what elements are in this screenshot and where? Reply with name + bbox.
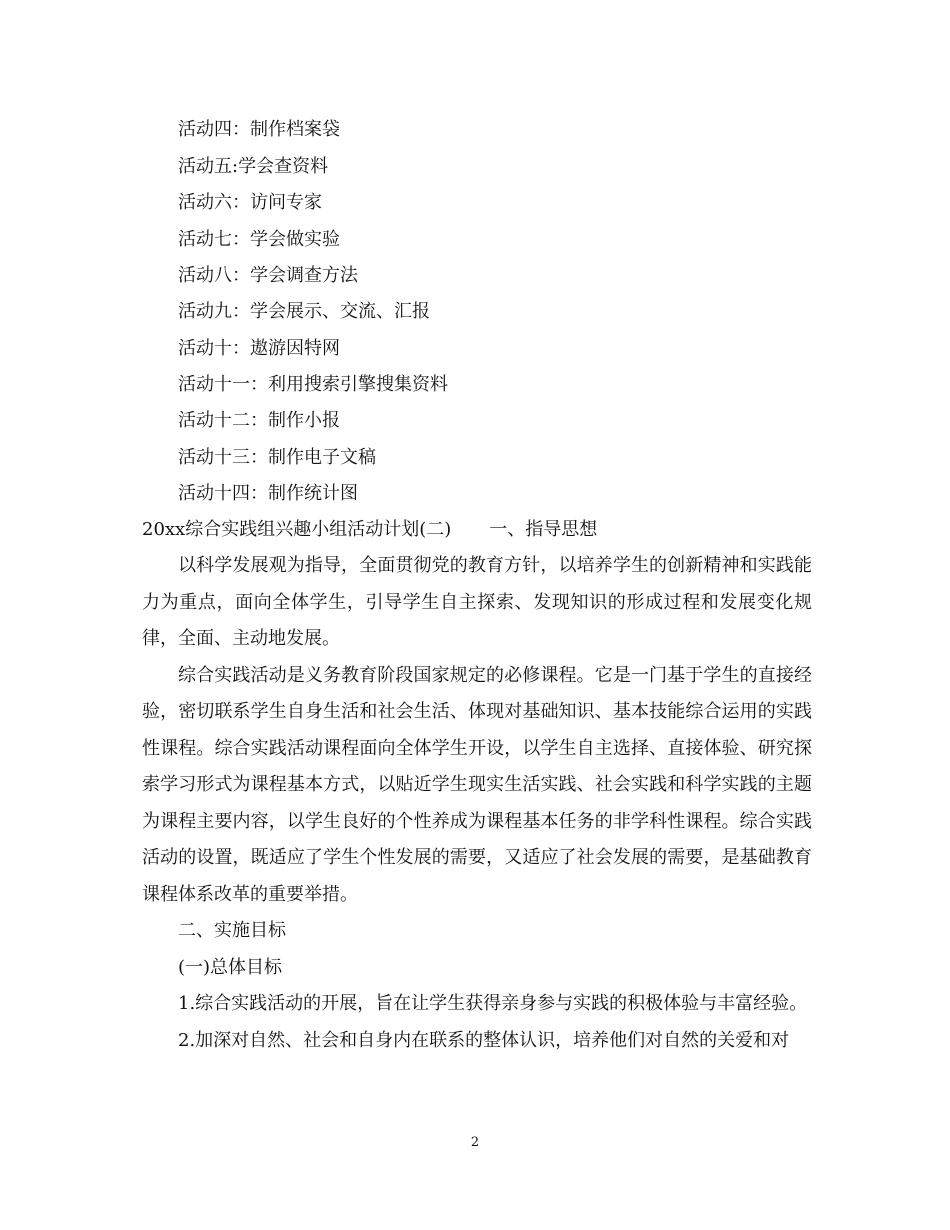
activity-item: 活动八：学会调查方法 bbox=[178, 265, 358, 286]
activity-item: 活动五:学会查资料 bbox=[178, 156, 329, 177]
page-number: 2 bbox=[470, 1135, 480, 1150]
paragraph: 以科学发展观为指导，全面贯彻党的教育方针，以培养学生的创新精神和实践能力为重点，面向全体学生，引导学生自主探索、发现知识的形成过程和发展变化规律，全面、主动地发展。 bbox=[142, 555, 812, 649]
paragraph: 2.加深对自然、社会和自身内在联系的整体认识，培养他们对自然的关爱和对 bbox=[178, 1029, 790, 1051]
activity-item: 活动十三：制作电子文稿 bbox=[178, 447, 376, 468]
paragraph: 综合实践活动是义务教育阶段国家规定的必修课程。它是一门基于学生的直接经验，密切联系学生自身生活和社会生活、体现对基础知识、基本技能综合运用的实践性课程。综合实践活动课程面向全体学生开设，以学生自主选择、直接体验、研究探索学习形式为课程基本方式，以贴近学生现实生活实践、社会实践和科学实践的主题为课程主要内容，以学生良好的个性养成为课程基本任务的非学科性课程。综合实践活动的设置，既适应了学生个性发展的需要，又适应了社会发展的需要，是基础教育课程体系改革的重要举措。 bbox=[142, 664, 812, 905]
section-heading: 二、实施目标 bbox=[178, 920, 286, 941]
activity-item: 活动六：访问专家 bbox=[178, 192, 322, 213]
section-heading: 一、指导思想 bbox=[489, 519, 598, 540]
plan-title-line bbox=[142, 518, 597, 542]
activity-item: 活动四：制作档案袋 bbox=[178, 119, 340, 140]
activity-item: 活动九：学会展示、交流、汇报 bbox=[178, 301, 430, 322]
activity-item: 活动十四：制作统计图 bbox=[178, 483, 358, 504]
paragraph: 1.综合实践活动的开展，旨在让学生获得亲身参与实践的积极体验与丰富经验。 bbox=[178, 993, 808, 1014]
body-text bbox=[142, 548, 812, 1059]
subsection-heading: (一)总体目标 bbox=[178, 956, 283, 978]
activity-item: 活动十二：制作小报 bbox=[178, 410, 340, 431]
activity-item: 活动十：遨游因特网 bbox=[178, 338, 340, 359]
activity-item: 活动十一：利用搜索引擎搜集资料 bbox=[178, 374, 448, 395]
activity-item: 活动七：学会做实验 bbox=[178, 229, 340, 250]
plan-title: 20xx综合实践组兴趣小组活动计划(二) bbox=[142, 519, 452, 540]
